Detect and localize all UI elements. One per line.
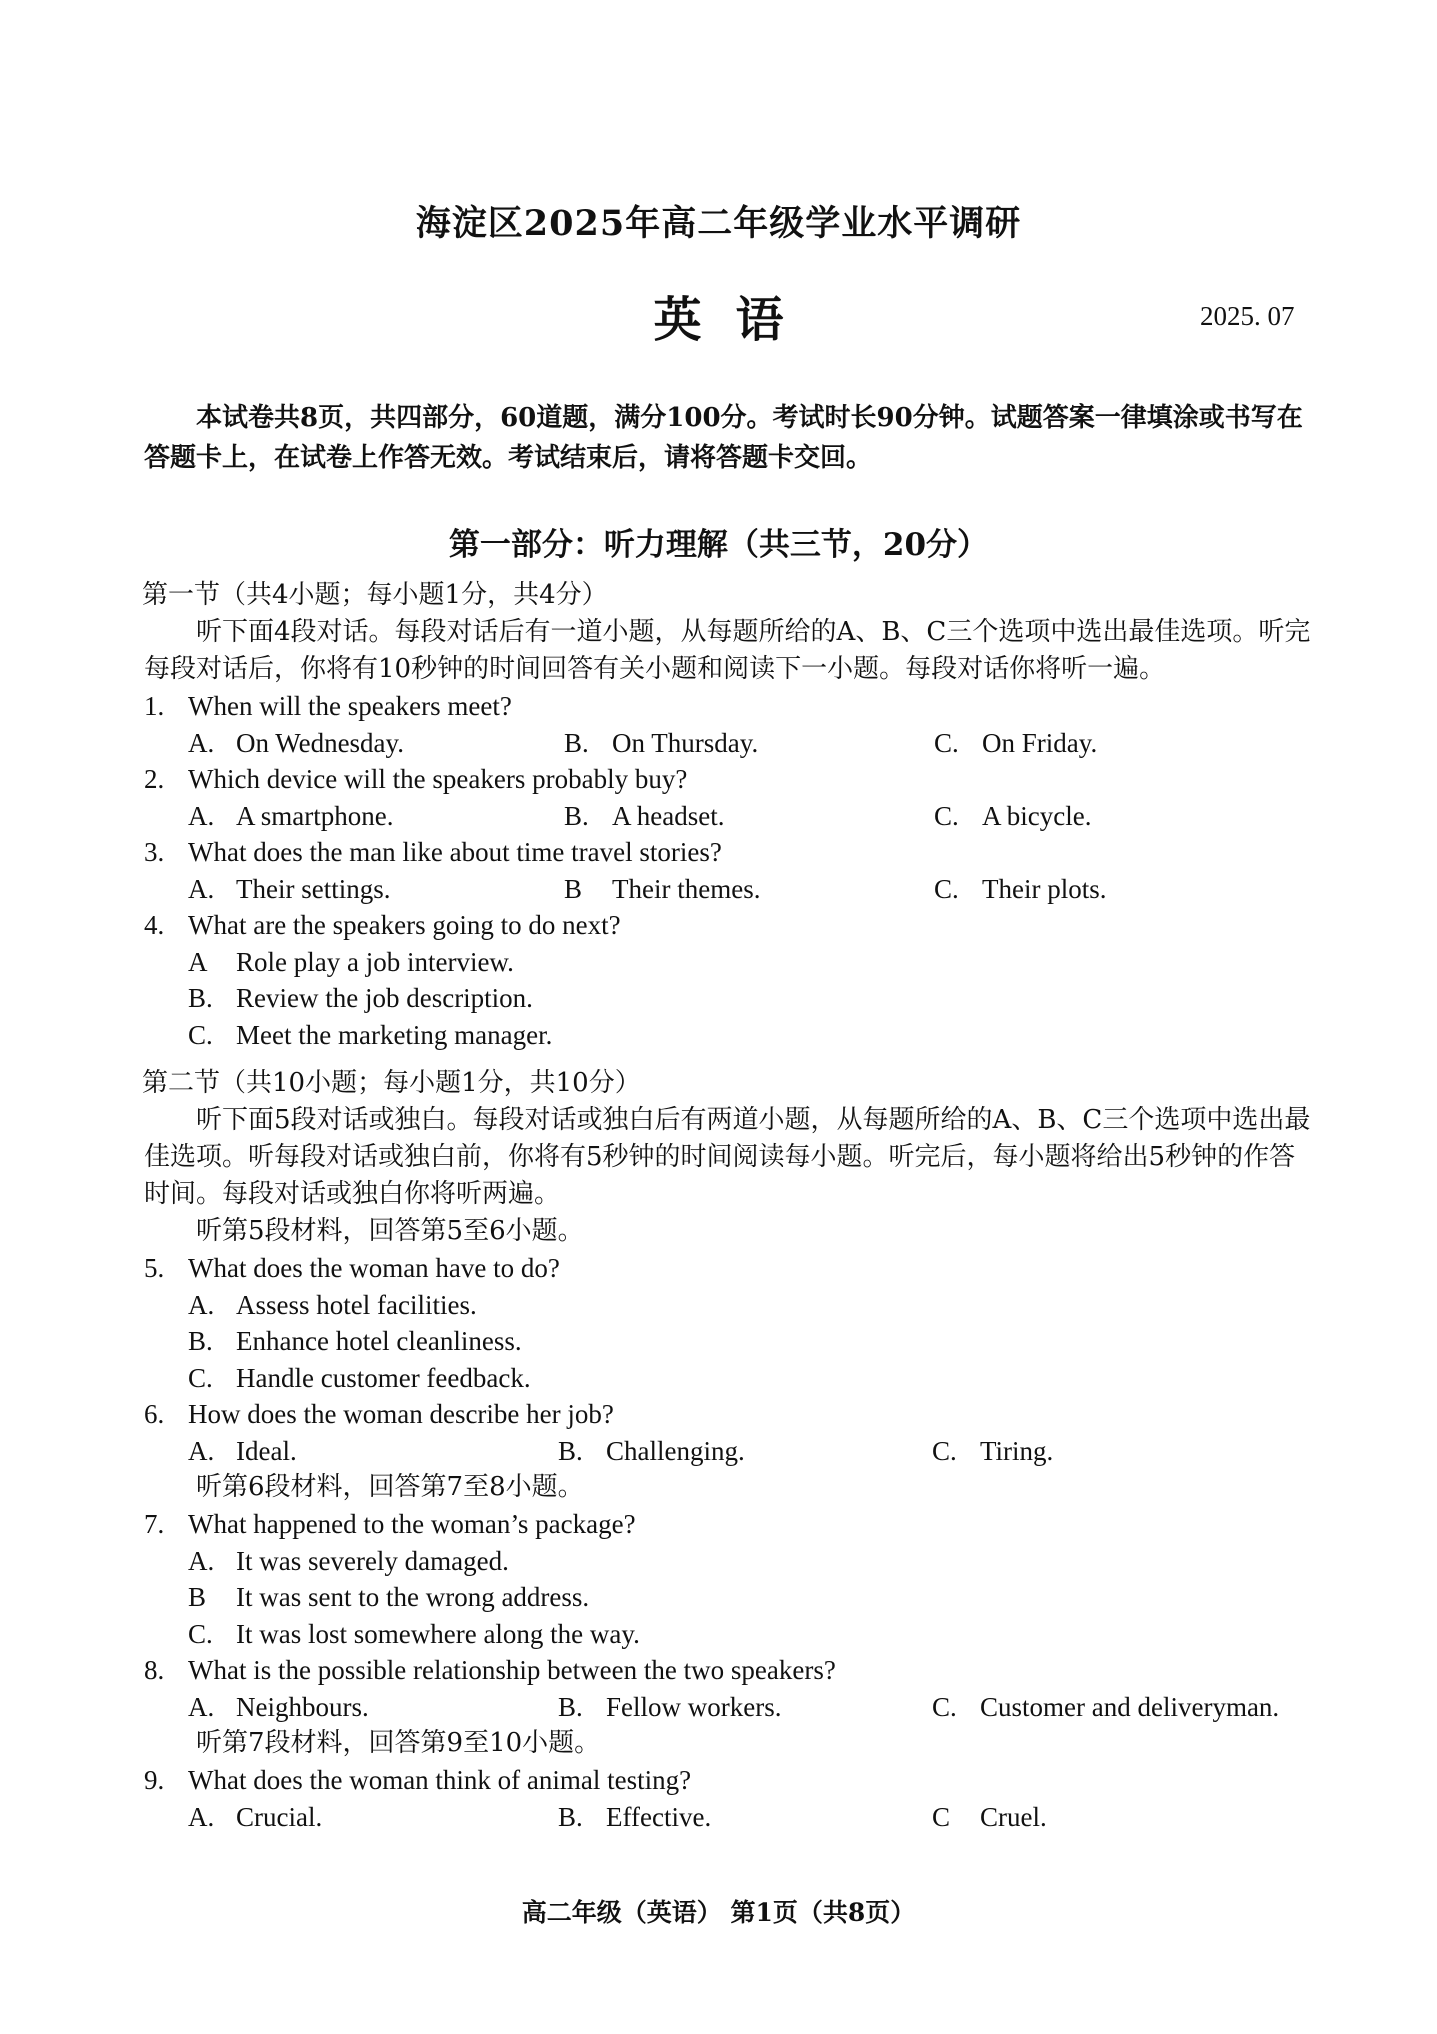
option-text: It was sent to the wrong address. bbox=[236, 1582, 590, 1612]
option-text: Role play a job interview. bbox=[236, 946, 514, 977]
section2 bbox=[144, 1065, 1314, 1835]
option-b[interactable] bbox=[144, 1323, 1314, 1360]
section1 bbox=[144, 577, 1314, 1053]
option-letter: C. bbox=[932, 1691, 957, 1722]
question-3-options bbox=[144, 871, 1314, 908]
question-text: When will the speakers meet? bbox=[188, 691, 512, 721]
question-2 bbox=[144, 761, 1314, 798]
question-9 bbox=[144, 1762, 1314, 1799]
option-text: Cruel. bbox=[980, 1801, 1047, 1832]
question-text: What are the speakers going to do next? bbox=[188, 910, 621, 940]
question-6 bbox=[144, 1396, 1314, 1433]
option-c[interactable] bbox=[144, 1616, 1314, 1653]
exam-instructions: 本试卷共8页，共四部分，60道题，满分100分。考试时长90分钟。试题答案一律填涂或书写在答题卡上，在试卷上作答无效。考试结束后，请将答题卡交回。 bbox=[144, 403, 1303, 473]
option-letter: C. bbox=[188, 1019, 213, 1050]
option-text: A bicycle. bbox=[982, 800, 1092, 831]
question-3 bbox=[144, 834, 1314, 871]
question-text: What is the possible relationship between the two speakers? bbox=[188, 1655, 836, 1685]
question-number: 3. bbox=[144, 837, 165, 867]
option-text: Their plots. bbox=[982, 873, 1107, 904]
option-c[interactable] bbox=[934, 798, 1091, 835]
option-text: It was severely damaged. bbox=[236, 1545, 509, 1576]
question-6-options bbox=[144, 1433, 1314, 1470]
option-a[interactable] bbox=[188, 725, 564, 762]
question-8-options bbox=[144, 1689, 1314, 1726]
option-text: Fellow workers. bbox=[606, 1691, 782, 1722]
option-text: Their themes. bbox=[612, 873, 761, 904]
option-b[interactable] bbox=[144, 980, 1314, 1017]
option-letter: C. bbox=[188, 1362, 213, 1393]
option-c[interactable] bbox=[144, 1017, 1314, 1054]
option-letter: B. bbox=[188, 1326, 213, 1356]
option-c[interactable] bbox=[932, 1433, 1053, 1470]
option-letter: A. bbox=[188, 1545, 215, 1576]
option-a[interactable] bbox=[188, 1433, 558, 1470]
option-b[interactable] bbox=[564, 725, 934, 762]
section2-description: 听下面5段对话或独白。每段对话或独白后有两道小题，从每题所给的A、B、C三个选项中选出最佳选项。听每段对话或独白前，你将有5秒钟的时间阅读每小题。听完后，每小题将给出5秒钟的作答时间。每段对话或独白你将听两遍。 bbox=[144, 1105, 1311, 1209]
subject-title: 英语 bbox=[653, 292, 818, 348]
listening-note: 听第6段材料，回答第7至8小题。 bbox=[196, 1472, 584, 1502]
option-letter: A. bbox=[188, 727, 215, 758]
section1-description: 听下面4段对话。每段对话后有一道小题，从每题所给的A、B、C三个选项中选出最佳选项。听完每段对话后，你将有10秒钟的时间回答有关小题和阅读下一小题。每段对话你将听一遍。 bbox=[144, 617, 1311, 684]
option-letter: C bbox=[932, 1801, 951, 1832]
exam-date: 2025. 07 bbox=[1200, 301, 1295, 331]
option-text: Crucial. bbox=[236, 1801, 323, 1832]
question-text: How does the woman describe her job? bbox=[188, 1399, 614, 1429]
option-text: Meet the marketing manager. bbox=[236, 1019, 553, 1050]
question-text: What does the man like about time travel stories? bbox=[188, 837, 722, 867]
option-letter: C. bbox=[934, 800, 959, 831]
section2-heading: 第二节（共10小题；每小题1分，共10分） bbox=[142, 1068, 641, 1098]
question-text: What does the woman have to do? bbox=[188, 1253, 560, 1283]
option-c[interactable] bbox=[934, 871, 1106, 908]
question-number: 7. bbox=[144, 1509, 165, 1539]
option-letter: A bbox=[188, 946, 208, 977]
option-text: Effective. bbox=[606, 1801, 712, 1832]
option-text: Tiring. bbox=[980, 1435, 1054, 1466]
question-1 bbox=[144, 688, 1314, 725]
option-letter: C. bbox=[188, 1618, 213, 1649]
option-letter: B. bbox=[558, 1691, 583, 1722]
option-a[interactable] bbox=[144, 1287, 1314, 1324]
option-letter: B bbox=[564, 873, 583, 904]
option-b[interactable] bbox=[564, 871, 934, 908]
option-a[interactable] bbox=[144, 1543, 1314, 1580]
listening-note: 听第7段材料，回答第9至10小题。 bbox=[196, 1728, 601, 1758]
option-text: Their settings. bbox=[236, 873, 391, 904]
option-text: Assess hotel facilities. bbox=[236, 1289, 477, 1320]
option-text: Neighbours. bbox=[236, 1691, 369, 1722]
option-b[interactable] bbox=[558, 1433, 932, 1470]
option-text: Enhance hotel cleanliness. bbox=[236, 1326, 522, 1356]
option-c[interactable] bbox=[144, 1360, 1314, 1397]
option-a[interactable] bbox=[188, 1799, 558, 1836]
option-c[interactable] bbox=[932, 1799, 1047, 1836]
option-text: Handle customer feedback. bbox=[236, 1362, 531, 1393]
option-letter: B bbox=[188, 1582, 207, 1612]
option-c[interactable] bbox=[934, 725, 1097, 762]
option-letter: C. bbox=[934, 727, 959, 758]
option-a[interactable] bbox=[188, 1689, 558, 1726]
option-c[interactable] bbox=[932, 1689, 1279, 1726]
exam-title: 海淀区2025年高二年级学业水平调研 bbox=[415, 203, 1022, 244]
option-letter: A. bbox=[188, 1435, 215, 1466]
option-b[interactable] bbox=[564, 798, 934, 835]
option-a[interactable] bbox=[188, 871, 564, 908]
option-letter: B. bbox=[558, 1435, 583, 1466]
question-number: 4. bbox=[144, 910, 165, 940]
option-a[interactable] bbox=[144, 944, 1314, 981]
question-number: 6. bbox=[144, 1399, 165, 1429]
question-text: Which device will the speakers probably buy? bbox=[188, 764, 688, 794]
option-a[interactable] bbox=[188, 798, 564, 835]
option-letter: C. bbox=[932, 1435, 957, 1466]
question-1-options bbox=[144, 725, 1314, 762]
question-5 bbox=[144, 1250, 1314, 1287]
option-letter: B. bbox=[564, 800, 589, 831]
option-text: Review the job description. bbox=[236, 983, 533, 1013]
part1-title: 第一部分：听力理解（共三节，20分） bbox=[448, 527, 989, 563]
question-9-options bbox=[144, 1799, 1314, 1836]
question-text: What happened to the woman’s package? bbox=[188, 1509, 636, 1539]
option-b[interactable] bbox=[144, 1579, 1314, 1616]
option-text: On Wednesday. bbox=[236, 727, 405, 758]
question-text: What does the woman think of animal testing? bbox=[188, 1765, 692, 1795]
question-8 bbox=[144, 1652, 1314, 1689]
option-text: On Thursday. bbox=[612, 727, 759, 758]
question-2-options bbox=[144, 798, 1314, 835]
question-4 bbox=[144, 907, 1314, 944]
question-number: 2. bbox=[144, 764, 165, 794]
option-letter: B. bbox=[558, 1801, 583, 1832]
option-letter: C. bbox=[934, 873, 959, 904]
question-number: 5. bbox=[144, 1253, 165, 1283]
option-text: Customer and deliveryman. bbox=[980, 1691, 1280, 1722]
option-text: On Friday. bbox=[982, 727, 1098, 758]
option-b[interactable] bbox=[558, 1689, 932, 1726]
option-letter: A. bbox=[188, 1289, 215, 1320]
listening-note: 听第5段材料，回答第5至6小题。 bbox=[196, 1216, 584, 1246]
option-text: A headset. bbox=[612, 800, 725, 831]
option-letter: A. bbox=[188, 800, 215, 831]
option-text: Ideal. bbox=[236, 1435, 297, 1466]
option-b[interactable] bbox=[558, 1799, 932, 1836]
question-number: 9. bbox=[144, 1765, 165, 1795]
question-number: 1. bbox=[144, 691, 165, 721]
option-text: Challenging. bbox=[606, 1435, 745, 1466]
page-footer: 高二年级（英语） 第1页（共8页） bbox=[521, 1898, 916, 1927]
question-7 bbox=[144, 1506, 1314, 1543]
option-text: A smartphone. bbox=[236, 800, 394, 831]
question-number: 8. bbox=[144, 1655, 165, 1685]
section1-heading: 第一节（共4小题；每小题1分，共4分） bbox=[142, 580, 608, 610]
option-letter: A. bbox=[188, 1801, 215, 1832]
option-letter: A. bbox=[188, 873, 215, 904]
option-letter: B. bbox=[564, 727, 589, 758]
option-text: It was lost somewhere along the way. bbox=[236, 1618, 640, 1649]
option-letter: B. bbox=[188, 983, 213, 1013]
option-letter: A. bbox=[188, 1691, 215, 1722]
